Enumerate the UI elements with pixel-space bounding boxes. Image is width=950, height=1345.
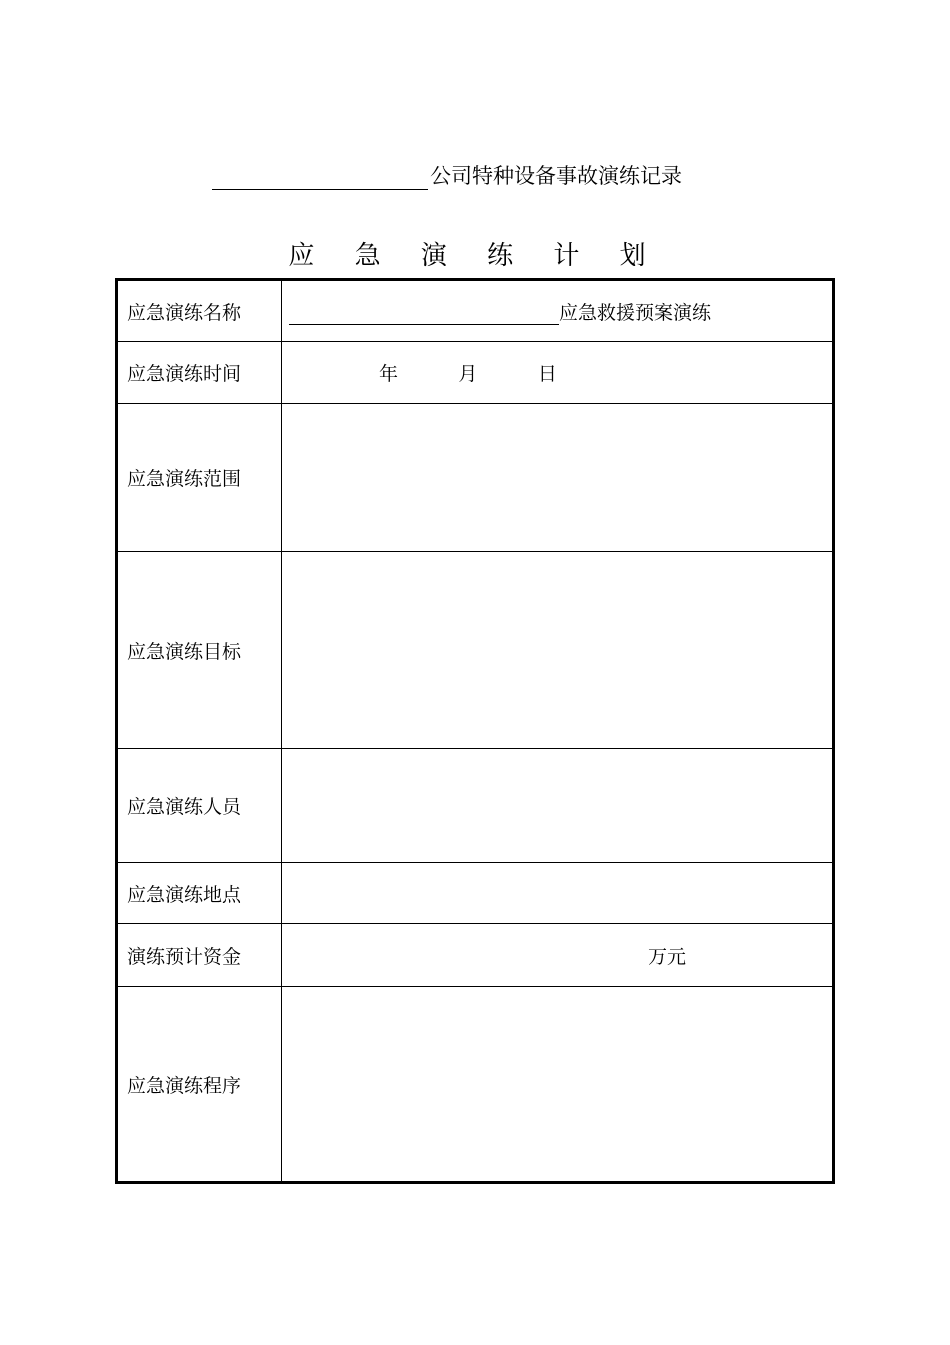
drill-goal-cell[interactable] xyxy=(282,552,834,749)
drill-time-cell[interactable] xyxy=(282,342,834,404)
drill-procedure-label: 应急演练程序 xyxy=(117,987,282,1183)
document-title-text: 公司特种设备事故演练记录 xyxy=(430,164,682,188)
plan-heading: 应 急 演 练 计 划 xyxy=(288,241,662,271)
month-label: 月 xyxy=(458,363,478,385)
table-row xyxy=(117,924,834,987)
drill-name-blank[interactable] xyxy=(289,302,559,325)
drill-goal-label: 应急演练目标 xyxy=(117,552,282,749)
document-title xyxy=(212,160,682,190)
drill-budget-label: 演练预计资金 xyxy=(117,924,282,987)
drill-name-cell[interactable] xyxy=(282,280,834,342)
drill-budget-cell[interactable] xyxy=(282,924,834,987)
drill-location-label: 应急演练地点 xyxy=(117,863,282,924)
drill-people-cell[interactable] xyxy=(282,749,834,863)
table-row xyxy=(117,749,834,863)
year-label: 年 xyxy=(379,363,399,385)
drill-location-cell[interactable] xyxy=(282,863,834,924)
drill-name-suffix: 应急救援预案演练 xyxy=(559,301,712,324)
table-row xyxy=(117,987,834,1183)
company-name-blank[interactable] xyxy=(212,165,428,190)
drill-procedure-cell[interactable] xyxy=(282,987,834,1183)
drill-scope-cell[interactable] xyxy=(282,404,834,552)
table-row xyxy=(117,342,834,404)
drill-name-label: 应急演练名称 xyxy=(117,280,282,342)
table-row xyxy=(117,280,834,342)
budget-unit: 万元 xyxy=(648,945,687,968)
table-row xyxy=(117,404,834,552)
drill-people-label: 应急演练人员 xyxy=(117,749,282,863)
drill-plan-table xyxy=(115,278,835,1184)
drill-name-value xyxy=(282,298,832,325)
day-label: 日 xyxy=(537,363,557,385)
table-row xyxy=(117,863,834,924)
drill-time-label: 应急演练时间 xyxy=(117,342,282,404)
drill-scope-label: 应急演练范围 xyxy=(117,404,282,552)
table-row xyxy=(117,552,834,749)
drill-date xyxy=(282,359,832,386)
